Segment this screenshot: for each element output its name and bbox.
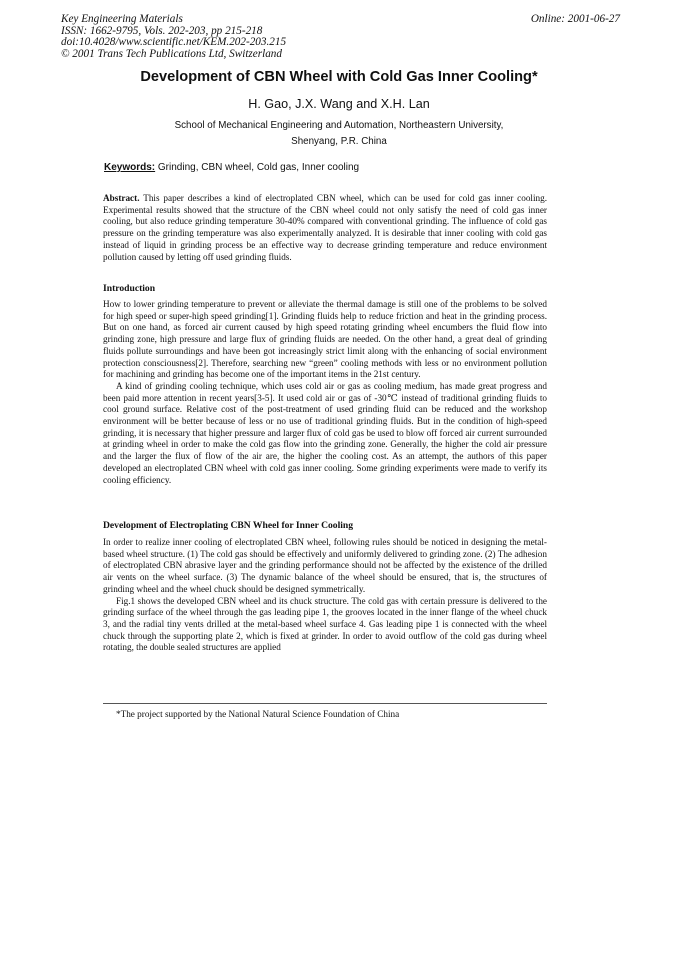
development-body (103, 537, 547, 654)
abstract-label: Abstract. (103, 193, 140, 203)
footnote-divider (103, 703, 547, 704)
introduction-body (103, 299, 547, 486)
affiliation-line-2: Shenyang, P.R. China (291, 136, 387, 147)
keywords-list: Grinding, CBN wheel, Cold gas, Inner cooling (155, 162, 360, 173)
introduction-paragraph-1: How to lower grinding temperature to prevent or alleviate the thermal damage is still one of the problems to be solved for high speed or super-high speed grinding[1]. Grinding fluids help to reduce friction and heat in the grinding process. But on one hand, as forced air current caused by high speed rotating grinding wheel encumbers the fluid flow into grinding zone, high pressure and large flux of grinding fluids are needed. On the other hand, a great deal of grinding fluids pollute surroundings and have been got increasingly strict limit along with the enhancing of social environment protection consciousness[2]. Therefore, searching new “green” cooling methods with less or no environment pollution for machining and grinding has become one of the important items in the 21st century. (103, 299, 547, 380)
introduction-paragraph-2: A kind of grinding cooling technique, which uses cold air or gas as cooling medium, has made great progress and been paid more attention in recent years[3-5]. It used cold air or gas of -30℃ instead of traditional grinding fluids to cool ground surface. Relative cost of the post-treatment of used grinding fluid can be reduced and the workshop environment will be better because of less or no use of traditional grinding fluids. But in the condition of high-speed grinding, it is necessary that higher pressure and larger flux of cold gas be used to blow off forced air current surrounded at grinding wheel in order to make the cold gas flow into the grinding zone. Generally, the higher the cold air pressure and the larger the flux of flow of the air are, the higher the cooling cost. As an attempt, the authors of this paper developed an electroplated CBN wheel with cold gas inner cooling. Some grinding experiments were made to verify its cooling efficiency. (103, 380, 547, 485)
footnote: *The project supported by the National Natural Science Foundation of China (116, 709, 400, 719)
issn-line: ISSN: 1662-9795, Vols. 202-203, pp 215-218 (61, 24, 263, 37)
journal-header (61, 14, 286, 60)
doi-line: doi:10.4028/www.scientific.net/KEM.202-203.215 (61, 36, 287, 49)
introduction-heading: Introduction (103, 283, 156, 294)
online-date: Online: 2001-06-27 (530, 13, 620, 25)
copyright-line: © 2001 Trans Tech Publications Ltd, Switzerland (61, 47, 282, 60)
development-paragraph-2: Fig.1 shows the developed CBN wheel and its chuck structure. The cold gas with certain pressure is delivered to the grinding surface of the wheel through the gas leading pipe 1, the grooves located in the inner flange of the wheel chuck 3, and the radial tiny vents drilled at the metal-based wheel surface 4. Gas leading pipe 1 is connected with the wheel chuck through the supporting plate 2, which is fixed at grinder. In order to avoid outflow of the cold gas during wheel rotating, the double sealed structures are applied (103, 595, 547, 653)
development-heading: Development of Electroplating CBN Wheel for Inner Cooling (103, 520, 354, 531)
abstract-text: This paper describes a kind of electroplated CBN wheel, which can be used for cold gas inner cooling. Experimental results showed that the structure of the CBN wheel could not only satisfy the need of cold gas inner cooling, but also reduce grinding temperature 30-40% compared with conventional grinding. The influence of cold gas pressure on the grinding temperature was also experimentally analyzed. It is desirable that inner cooling with cold gas instead of liquid in grinding process be an effective way to decrease grinding temperature and reduce environment pollution caused by letting off used grinding fluids. (103, 193, 547, 262)
abstract (103, 193, 547, 263)
affiliation (0, 118, 678, 150)
development-paragraph-1: In order to realize inner cooling of electroplated CBN wheel, following rules should be noticed in designing the metal-based wheel structure. (1) The cold gas should be effectively and uniformly delivered to grinding zone. (2) The adhesion of electroplated CBN abrasive layer and the grinding performance should not be affected by the existence of the drilled air vents on the wheel surface. (3) The dynamic balance of the wheel should be ensured, that is, the structures of grinding wheel and the wheel chuck should be designed symmetrically. (103, 537, 547, 594)
keywords-label: Keywords: (104, 162, 156, 173)
paper-title: Development of CBN Wheel with Cold Gas Inner Cooling* (140, 69, 538, 85)
affiliation-line-1: School of Mechanical Engineering and Automation, Northeastern University, (174, 120, 504, 131)
keywords (104, 162, 359, 173)
journal-name: Key Engineering Materials (61, 13, 183, 25)
paper-authors: H. Gao, J.X. Wang and X.H. Lan (248, 97, 430, 111)
